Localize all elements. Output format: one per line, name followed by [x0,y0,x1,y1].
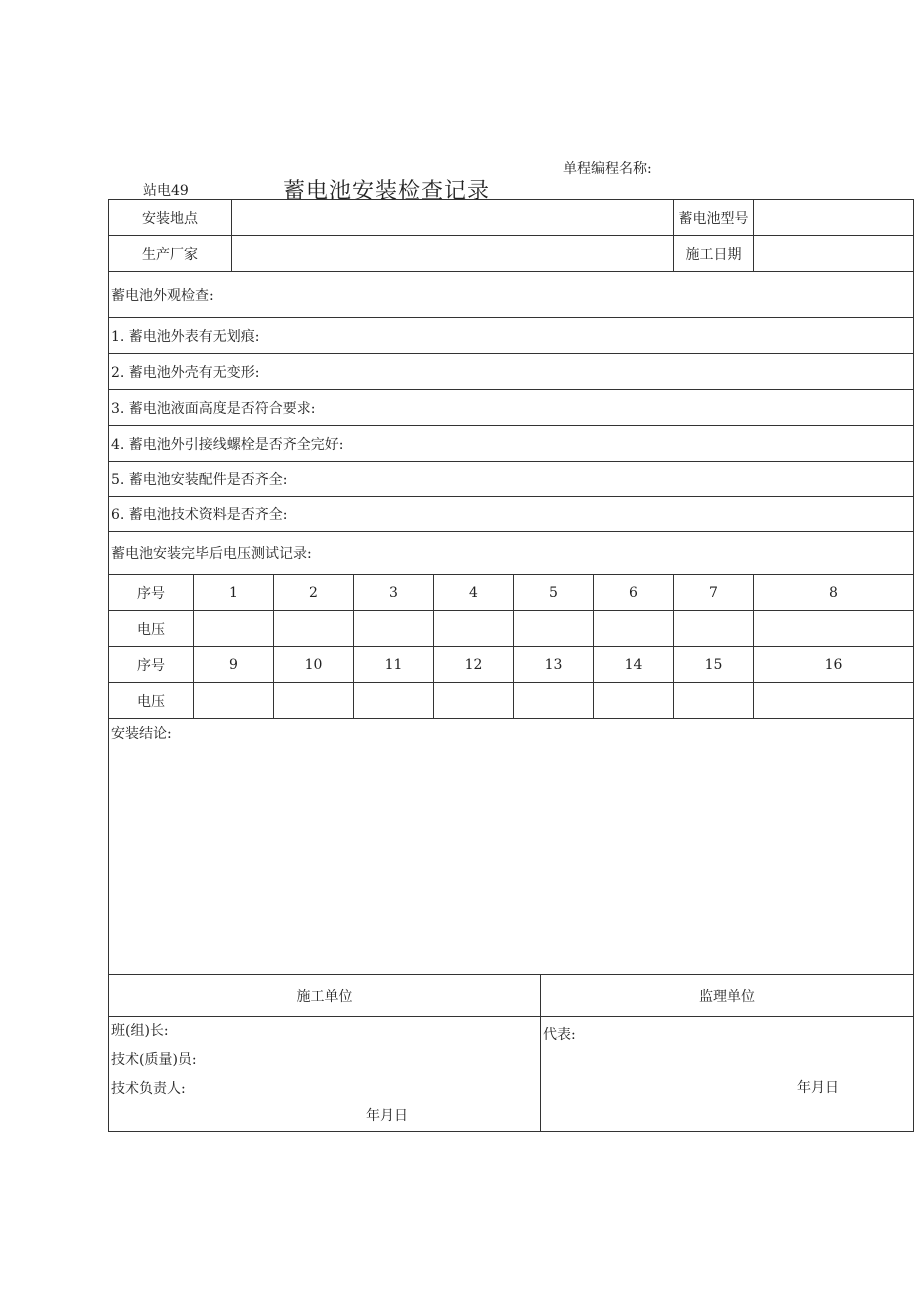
page-title: 蓄电池安装检查记录 [283,179,491,204]
voltage-cell[interactable] [754,683,914,719]
representative-label: 代表: [543,1027,576,1043]
seq-number: 16 [754,647,914,683]
seq-number: 12 [434,647,514,683]
voltage-label: 电压 [109,611,194,647]
voltage-row-1 [109,611,914,647]
supervision-date-text: 年月日 [797,1080,839,1096]
inspection-item[interactable]: 4. 蓄电池外引接线螺栓是否齐全完好: [109,426,914,462]
seq-number: 13 [514,647,594,683]
seq-number: 2 [274,575,354,611]
inspection-item[interactable]: 5. 蓄电池安装配件是否齐全: [109,462,914,497]
voltage-row-2 [109,683,914,719]
conclusion-field[interactable] [109,719,914,975]
info-row-2 [109,236,914,272]
signature-row [109,1017,914,1132]
seq-row-2 [109,647,914,683]
battery-model-field[interactable] [754,200,914,236]
voltage-cell[interactable] [514,611,594,647]
seq-number: 8 [754,575,914,611]
supervision-signature-block[interactable] [541,1017,914,1132]
seq-number: 7 [674,575,754,611]
seq-row-1 [109,575,914,611]
construction-date-label: 施工日期 [674,236,754,272]
seq-number: 1 [194,575,274,611]
seq-number: 4 [434,575,514,611]
team-leader-label: 班(组)长: [111,1023,169,1039]
voltage-heading: 蓄电池安装完毕后电压测试记录: [109,532,914,575]
voltage-cell[interactable] [434,611,514,647]
voltage-cell[interactable] [674,611,754,647]
conclusion-label: 安装结论: [111,726,172,742]
inspection-item[interactable]: 2. 蓄电池外壳有无变形: [109,354,914,390]
form-code: 站电49 [143,183,189,199]
voltage-cell[interactable] [434,683,514,719]
seq-number: 10 [274,647,354,683]
technician-label: 技术(质量)员: [111,1052,197,1068]
tech-lead-label: 技术负责人: [111,1081,186,1097]
voltage-cell[interactable] [274,683,354,719]
battery-model-label: 蓄电池型号 [674,200,754,236]
seq-number: 15 [674,647,754,683]
install-location-field[interactable] [232,200,674,236]
inspection-item[interactable]: 6. 蓄电池技术资料是否齐全: [109,497,914,532]
voltage-cell[interactable] [354,683,434,719]
manufacturer-field[interactable] [232,236,674,272]
conclusion-row [109,719,914,975]
seq-label: 序号 [109,647,194,683]
construction-signature-block[interactable] [109,1017,541,1132]
inspection-item[interactable]: 1. 蓄电池外表有无划痕: [109,318,914,354]
voltage-cell[interactable] [594,611,674,647]
seq-number: 11 [354,647,434,683]
seq-number: 9 [194,647,274,683]
project-name-label: 单程编程名称: [563,161,652,177]
seq-number: 6 [594,575,674,611]
seq-label: 序号 [109,575,194,611]
voltage-cell[interactable] [354,611,434,647]
voltage-cell[interactable] [514,683,594,719]
voltage-label: 电压 [109,683,194,719]
voltage-cell[interactable] [674,683,754,719]
construction-date-text: 年月日 [366,1108,408,1124]
inspection-form-table [108,199,914,1132]
seq-number: 5 [514,575,594,611]
voltage-cell[interactable] [274,611,354,647]
voltage-cell[interactable] [754,611,914,647]
inspection-heading: 蓄电池外观检查: [109,272,914,318]
signature-header-row [109,975,914,1017]
inspection-item[interactable]: 3. 蓄电池液面高度是否符合要求: [109,390,914,426]
inspection-heading-row [109,272,914,318]
seq-number: 3 [354,575,434,611]
voltage-heading-row [109,532,914,575]
install-location-label: 安装地点 [109,200,232,236]
construction-date-field[interactable] [754,236,914,272]
seq-number: 14 [594,647,674,683]
voltage-cell[interactable] [194,683,274,719]
voltage-cell[interactable] [194,611,274,647]
construction-unit-label: 施工单位 [109,975,541,1017]
info-row-1 [109,200,914,236]
manufacturer-label: 生产厂家 [109,236,232,272]
voltage-cell[interactable] [594,683,674,719]
supervision-unit-label: 监理单位 [541,975,914,1017]
